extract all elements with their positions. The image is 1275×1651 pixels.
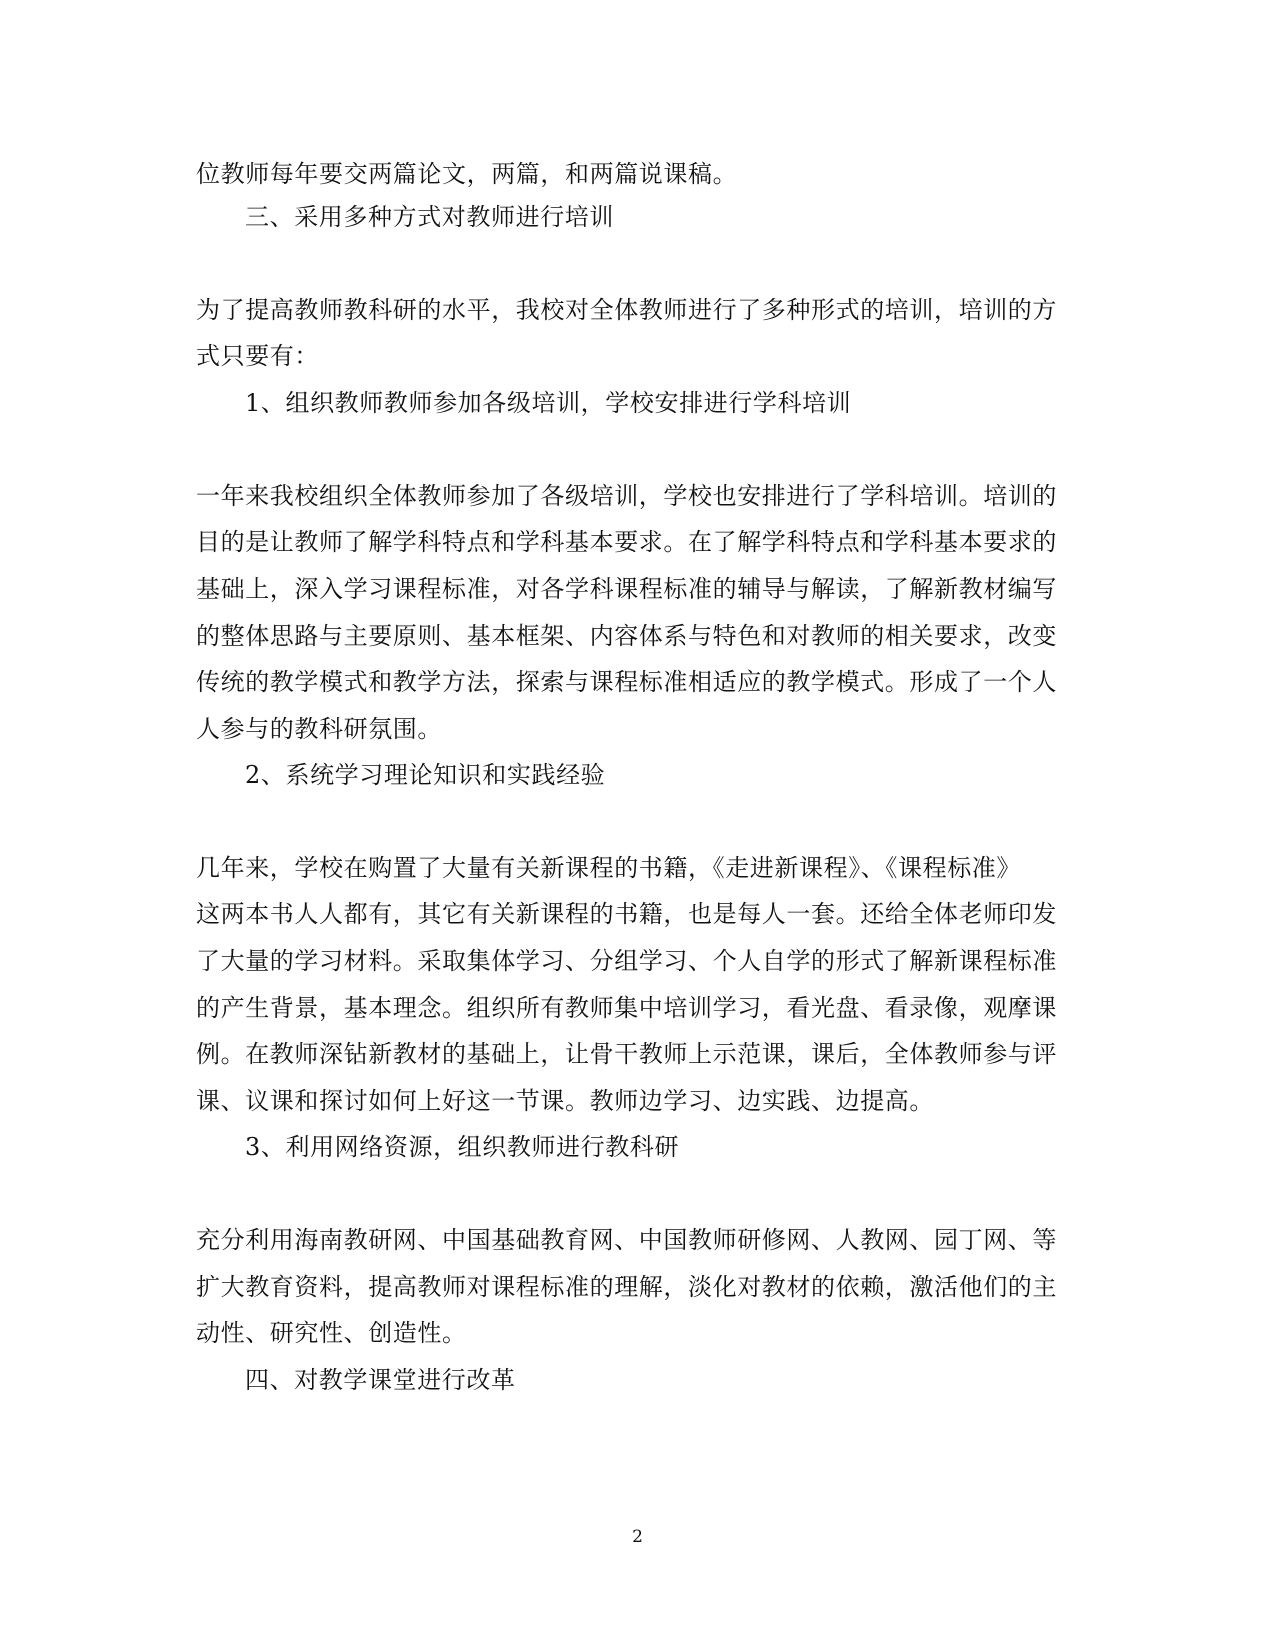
page-number: 2 — [632, 1527, 643, 1547]
paragraph-line: 几年来，学校在购置了大量有关新课程的书籍，《走进新课程》、《课程标准》 — [196, 854, 1021, 882]
paragraph-line: 传统的教学模式和教学方法，探索与课程标准相适应的教学模式。形成了一个人 — [196, 668, 1057, 696]
paragraph-line: 这两本书人人都有，其它有关新课程的书籍，也是每人一套。还给全体老师印发 — [196, 900, 1057, 928]
paragraph-line: 的产生背景，基本理念。组织所有教师集中培训学习，看光盘、看录像，观摩课 — [196, 994, 1057, 1022]
paragraph-line: 充分利用海南教研网、中国基础教育网、中国教师研修网、人教网、园丁网、等 — [196, 1226, 1057, 1254]
paragraph-line: 人参与的教科研氛围。 — [196, 715, 442, 743]
paragraph-line: 位教师每年要交两篇论文，两篇，和两篇说课稿。 — [196, 160, 738, 188]
subsection-heading: 1、组织教师教师参加各级培训，学校安排进行学科培训 — [245, 389, 852, 417]
paragraph-line: 基础上，深入学习课程标准，对各学科课程标准的辅导与解读，了解新教材编写 — [196, 575, 1057, 603]
subsection-heading: 2、系统学习理论知识和实践经验 — [245, 761, 606, 789]
paragraph-line: 为了提高教师教科研的水平，我校对全体教师进行了多种形式的培训，培训的方 — [196, 296, 1057, 324]
paragraph-line: 的整体思路与主要原则、基本框架、内容体系与特色和对教师的相关要求，改变 — [196, 622, 1057, 650]
subsection-heading: 3、利用网络资源，组织教师进行教科研 — [245, 1133, 680, 1161]
paragraph-line: 例。在教师深钻新教材的基础上，让骨干教师上示范课，课后，全体教师参与评 — [196, 1040, 1057, 1068]
paragraph-line: 一年来我校组织全体教师参加了各级培训，学校也安排进行了学科培训。培训的 — [196, 482, 1057, 510]
paragraph-line: 式只要有： — [196, 342, 319, 370]
section-heading: 三、采用多种方式对教师进行培训 — [245, 203, 614, 231]
paragraph-line: 了大量的学习材料。采取集体学习、分组学习、个人自学的形式了解新课程标准 — [196, 947, 1057, 975]
paragraph-line: 课、议课和探讨如何上好这一节课。教师边学习、边实践、边提高。 — [196, 1087, 934, 1115]
section-heading: 四、对教学课堂进行改革 — [245, 1366, 516, 1394]
paragraph-line: 动性、研究性、创造性。 — [196, 1319, 467, 1347]
paragraph-line: 扩大教育资料，提高教师对课程标准的理解，淡化对教材的依赖，激活他们的主 — [196, 1273, 1057, 1301]
paragraph-line: 目的是让教师了解学科特点和学科基本要求。在了解学科特点和学科基本要求的 — [196, 528, 1057, 556]
